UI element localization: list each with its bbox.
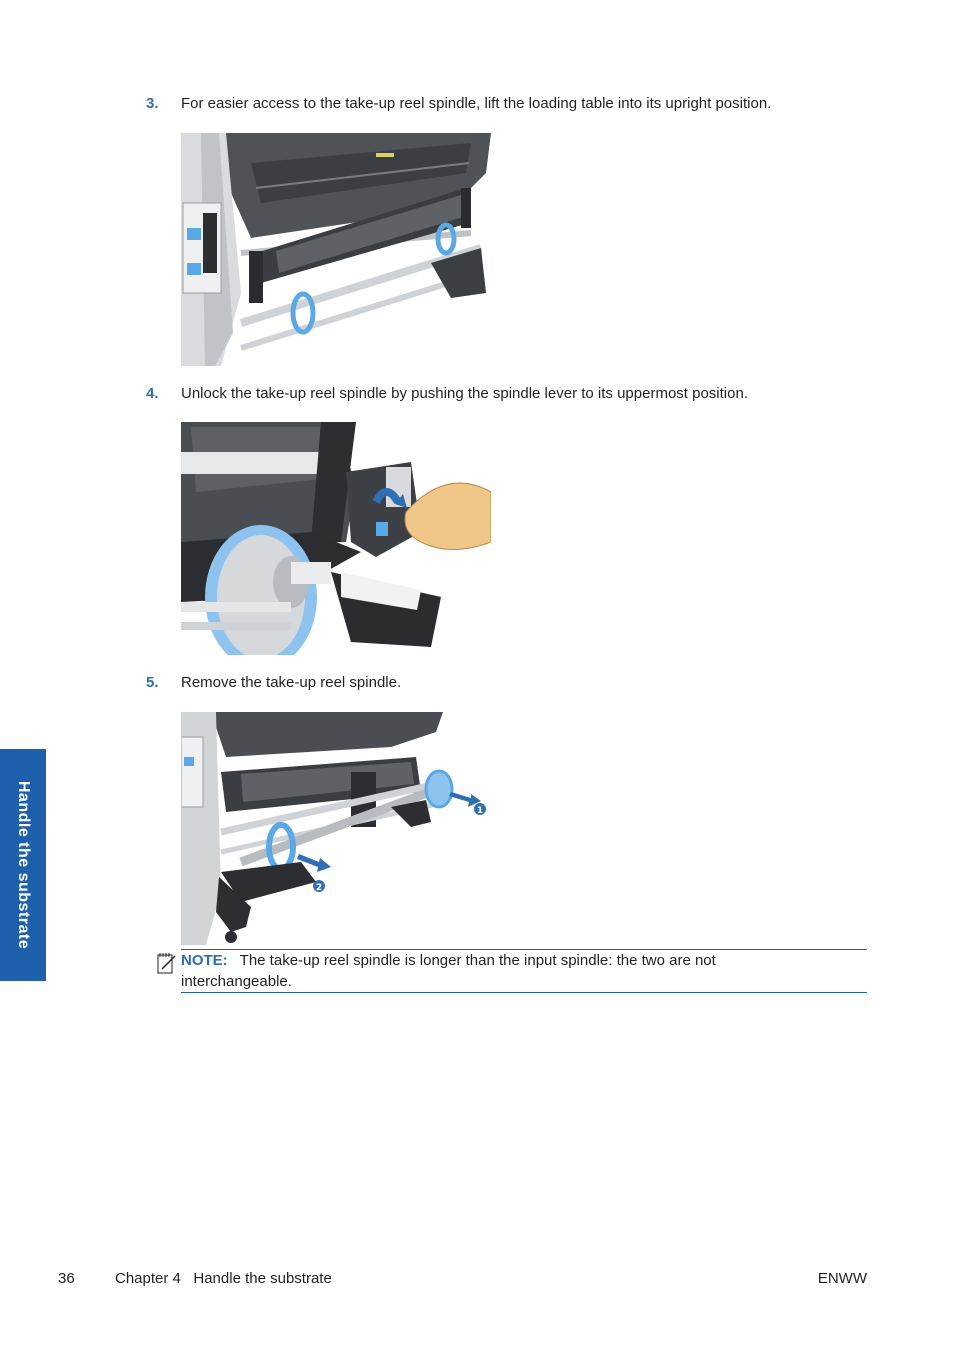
figure-unlock-spindle-lever <box>181 422 491 655</box>
chapter-side-tab <box>0 749 46 981</box>
step-5 <box>146 673 401 693</box>
step-number: 3. <box>146 95 159 112</box>
step-number: 5. <box>146 674 159 691</box>
step-number: 4. <box>146 385 159 402</box>
callout-2: 2 <box>315 883 323 893</box>
note-box <box>181 949 867 993</box>
page-number: 36 <box>58 1270 75 1287</box>
note-icon <box>156 951 178 980</box>
figure-remove-spindle <box>181 712 493 945</box>
step-text: Remove the take-up reel spindle. <box>181 674 402 691</box>
note-label: NOTE: <box>181 952 228 969</box>
step-3 <box>146 94 771 114</box>
figure-lift-loading-table <box>181 133 491 366</box>
callout-1: 1 <box>476 806 484 816</box>
step-4 <box>146 384 748 404</box>
footer-right: ENWW <box>817 1270 867 1287</box>
side-tab-label: Handle the substrate <box>15 780 32 950</box>
step-text: For easier access to the take-up reel spindle, lift the loading table into its upright position. <box>181 95 772 112</box>
footer-chapter: Chapter 4 Handle the substrate <box>115 1270 332 1287</box>
note-text: The take-up reel spindle is longer than the input spindle: the two are not interchangeable. <box>181 952 716 990</box>
note-content <box>181 950 781 992</box>
step-text: Unlock the take-up reel spindle by pushing the spindle lever to its uppermost position. <box>181 385 748 402</box>
